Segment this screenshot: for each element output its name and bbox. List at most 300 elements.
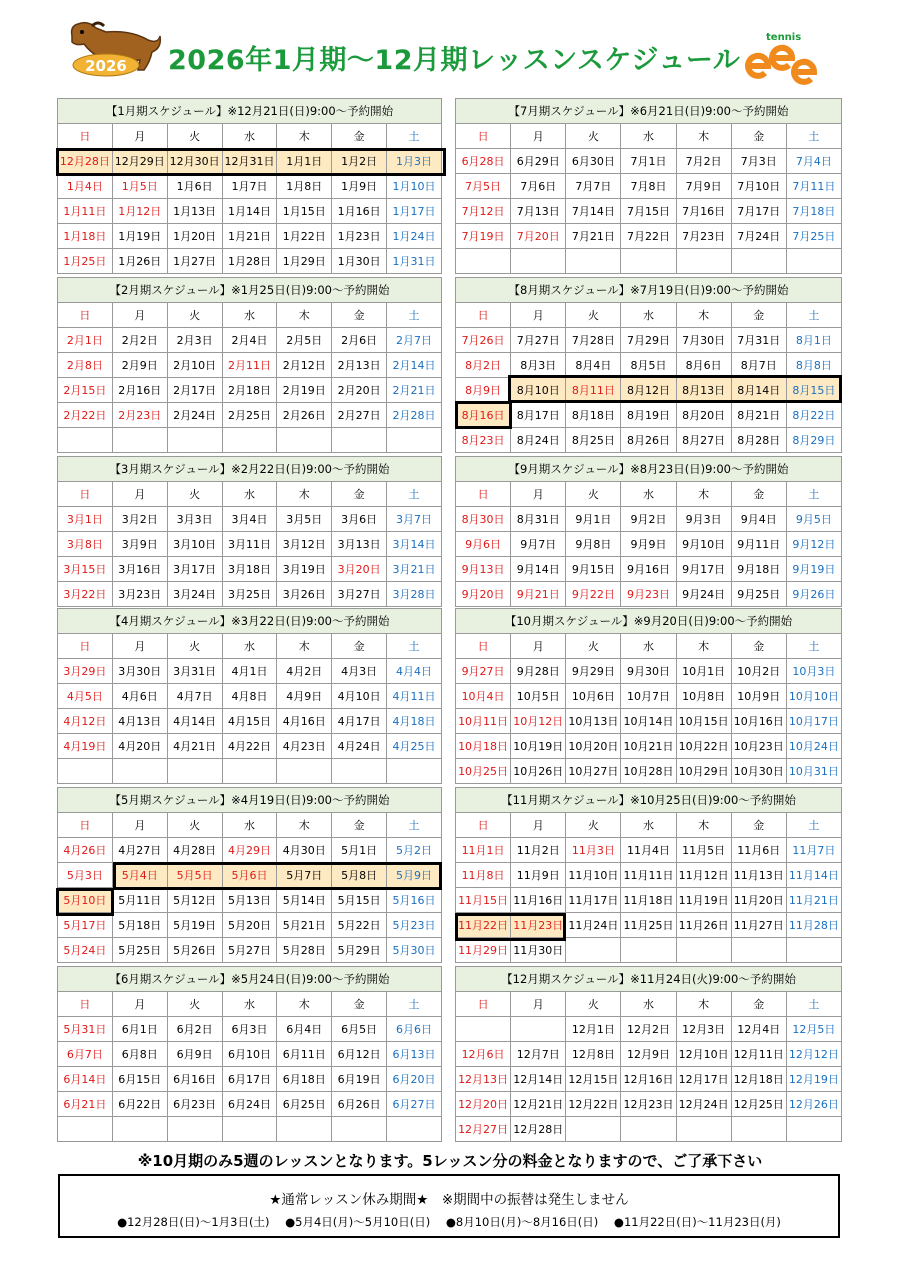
date-cell: 7月12日 bbox=[456, 199, 511, 224]
date-cell: 12月21日 bbox=[511, 1092, 566, 1117]
date-cell: 9月26日 bbox=[786, 582, 841, 607]
date-cell: 5月14日 bbox=[277, 888, 332, 913]
date-cell: 10月28日 bbox=[621, 759, 676, 784]
weekday-header: 水 bbox=[621, 992, 676, 1017]
weekday-header: 月 bbox=[511, 992, 566, 1017]
date-cell: 9月5日 bbox=[786, 507, 841, 532]
date-cell: 4月2日 bbox=[277, 659, 332, 684]
date-cell: 4月13日 bbox=[112, 709, 167, 734]
month-table bbox=[455, 98, 842, 274]
week-row bbox=[456, 838, 842, 863]
date-cell: 12月14日 bbox=[511, 1067, 566, 1092]
week-row bbox=[58, 353, 442, 378]
holiday-box-title: ★通常レッスン休み期間★ ※期間中の振替は発生しません bbox=[269, 1192, 629, 1208]
month-calendar bbox=[57, 277, 442, 453]
date-cell bbox=[58, 1117, 113, 1142]
date-cell: 9月27日 bbox=[456, 659, 511, 684]
date-cell: 7月27日 bbox=[511, 328, 566, 353]
date-cell: 1月17日 bbox=[387, 199, 442, 224]
week-row bbox=[58, 1117, 442, 1142]
week-row bbox=[58, 328, 442, 353]
month-title: 【6月期スケジュール】※5月24日(日)9:00～予約開始 bbox=[58, 967, 442, 992]
date-cell: 1月9日 bbox=[332, 174, 387, 199]
date-cell: 9月22日 bbox=[566, 582, 621, 607]
weekday-header: 日 bbox=[58, 124, 113, 149]
date-cell: 9月11日 bbox=[731, 532, 786, 557]
month-calendar bbox=[57, 456, 442, 607]
month-title: 【2月期スケジュール】※1月25日(日)9:00～予約開始 bbox=[58, 278, 442, 303]
date-cell: 4月27日 bbox=[112, 838, 167, 863]
weekday-header: 火 bbox=[167, 813, 222, 838]
week-row bbox=[456, 428, 842, 453]
date-cell: 9月7日 bbox=[511, 532, 566, 557]
date-cell: 9月16日 bbox=[621, 557, 676, 582]
date-cell: 3月24日 bbox=[167, 582, 222, 607]
date-cell: 8月18日 bbox=[566, 403, 621, 428]
date-cell bbox=[566, 249, 621, 274]
date-cell: 6月11日 bbox=[277, 1042, 332, 1067]
date-cell: 4月30日 bbox=[277, 838, 332, 863]
date-cell: 3月27日 bbox=[332, 582, 387, 607]
date-cell: 11月11日 bbox=[621, 863, 676, 888]
date-cell bbox=[621, 1117, 676, 1142]
date-cell: 8月11日 bbox=[566, 378, 621, 403]
date-cell: 2月10日 bbox=[167, 353, 222, 378]
weekday-header: 水 bbox=[621, 303, 676, 328]
date-cell: 5月19日 bbox=[167, 913, 222, 938]
page-title: 2026年1月期～12月期レッスンスケジュール bbox=[168, 45, 741, 76]
date-cell: 6月6日 bbox=[387, 1017, 442, 1042]
date-cell bbox=[566, 1117, 621, 1142]
weekday-header: 火 bbox=[566, 124, 621, 149]
date-cell: 1月30日 bbox=[332, 249, 387, 274]
weekday-header: 日 bbox=[456, 482, 511, 507]
date-cell: 5月27日 bbox=[222, 938, 277, 963]
date-cell: 4月1日 bbox=[222, 659, 277, 684]
date-cell: 1月24日 bbox=[387, 224, 442, 249]
date-cell: 2月21日 bbox=[387, 378, 442, 403]
date-cell: 9月24日 bbox=[676, 582, 731, 607]
date-cell: 7月15日 bbox=[621, 199, 676, 224]
date-cell: 6月29日 bbox=[511, 149, 566, 174]
date-cell: 6月22日 bbox=[112, 1092, 167, 1117]
date-cell: 12月22日 bbox=[566, 1092, 621, 1117]
date-cell: 8月31日 bbox=[511, 507, 566, 532]
date-cell: 11月15日 bbox=[456, 888, 511, 913]
date-cell bbox=[167, 1117, 222, 1142]
date-cell: 8月20日 bbox=[676, 403, 731, 428]
weekday-header: 月 bbox=[511, 634, 566, 659]
date-cell: 6月20日 bbox=[387, 1067, 442, 1092]
date-cell: 1月11日 bbox=[58, 199, 113, 224]
date-cell: 2月27日 bbox=[332, 403, 387, 428]
date-cell: 6月2日 bbox=[167, 1017, 222, 1042]
date-cell: 4月22日 bbox=[222, 734, 277, 759]
date-cell: 11月2日 bbox=[511, 838, 566, 863]
week-row bbox=[456, 403, 842, 428]
month-calendar bbox=[57, 98, 442, 274]
week-row bbox=[456, 149, 842, 174]
date-cell: 6月10日 bbox=[222, 1042, 277, 1067]
date-cell: 10月23日 bbox=[731, 734, 786, 759]
month-calendar bbox=[455, 966, 842, 1142]
date-cell: 12月16日 bbox=[621, 1067, 676, 1092]
date-cell: 8月9日 bbox=[456, 378, 511, 403]
date-cell bbox=[112, 759, 167, 784]
date-cell: 12月15日 bbox=[566, 1067, 621, 1092]
date-cell: 10月21日 bbox=[621, 734, 676, 759]
date-cell: 1月27日 bbox=[167, 249, 222, 274]
date-cell: 4月3日 bbox=[332, 659, 387, 684]
weekday-header: 木 bbox=[676, 303, 731, 328]
date-cell: 9月30日 bbox=[621, 659, 676, 684]
date-cell: 6月25日 bbox=[277, 1092, 332, 1117]
date-cell: 8月3日 bbox=[511, 353, 566, 378]
weekday-header: 土 bbox=[786, 992, 841, 1017]
date-cell: 5月10日 bbox=[58, 888, 113, 913]
week-row bbox=[456, 1042, 842, 1067]
weekday-header: 水 bbox=[222, 124, 277, 149]
date-cell: 12月30日 bbox=[167, 149, 222, 174]
date-cell: 4月23日 bbox=[277, 734, 332, 759]
date-cell: 9月25日 bbox=[731, 582, 786, 607]
date-cell: 4月28日 bbox=[167, 838, 222, 863]
date-cell: 3月7日 bbox=[387, 507, 442, 532]
tennis-logo-icon bbox=[744, 28, 828, 90]
date-cell: 4月16日 bbox=[277, 709, 332, 734]
date-cell bbox=[167, 759, 222, 784]
date-cell: 2月23日 bbox=[112, 403, 167, 428]
date-cell: 9月19日 bbox=[786, 557, 841, 582]
date-cell: 5月31日 bbox=[58, 1017, 113, 1042]
date-cell: 11月22日 bbox=[456, 913, 511, 938]
date-cell: 4月12日 bbox=[58, 709, 113, 734]
date-cell: 6月24日 bbox=[222, 1092, 277, 1117]
date-cell: 10月3日 bbox=[786, 659, 841, 684]
date-cell: 9月14日 bbox=[511, 557, 566, 582]
year-badge: 2026 bbox=[85, 57, 127, 75]
weekday-header: 木 bbox=[277, 124, 332, 149]
weekday-header: 金 bbox=[332, 634, 387, 659]
date-cell: 11月1日 bbox=[456, 838, 511, 863]
week-row bbox=[456, 1117, 842, 1142]
date-cell: 1月18日 bbox=[58, 224, 113, 249]
date-cell: 1月31日 bbox=[387, 249, 442, 274]
weekday-header: 土 bbox=[786, 303, 841, 328]
date-cell: 9月3日 bbox=[676, 507, 731, 532]
date-cell: 7月21日 bbox=[566, 224, 621, 249]
date-cell: 7月5日 bbox=[456, 174, 511, 199]
date-cell: 12月11日 bbox=[731, 1042, 786, 1067]
weekday-header: 金 bbox=[332, 482, 387, 507]
week-row bbox=[58, 938, 442, 963]
date-cell: 1月21日 bbox=[222, 224, 277, 249]
date-cell: 12月10日 bbox=[676, 1042, 731, 1067]
date-cell: 5月13日 bbox=[222, 888, 277, 913]
weekday-header: 土 bbox=[387, 992, 442, 1017]
date-cell bbox=[731, 938, 786, 963]
date-cell: 5月22日 bbox=[332, 913, 387, 938]
month-calendar bbox=[57, 787, 442, 963]
date-cell: 8月6日 bbox=[676, 353, 731, 378]
date-cell: 3月23日 bbox=[112, 582, 167, 607]
date-cell: 5月12日 bbox=[167, 888, 222, 913]
date-cell: 12月2日 bbox=[621, 1017, 676, 1042]
holiday-period: ●11月22日(日)～11月23日(月) bbox=[613, 1215, 781, 1229]
date-cell: 3月21日 bbox=[387, 557, 442, 582]
date-cell: 3月26日 bbox=[277, 582, 332, 607]
date-cell bbox=[676, 1117, 731, 1142]
date-cell: 2月25日 bbox=[222, 403, 277, 428]
date-cell: 2月28日 bbox=[387, 403, 442, 428]
date-cell: 6月30日 bbox=[566, 149, 621, 174]
date-cell: 2月19日 bbox=[277, 378, 332, 403]
date-cell: 8月23日 bbox=[456, 428, 511, 453]
weekday-header: 月 bbox=[511, 303, 566, 328]
date-cell: 11月14日 bbox=[786, 863, 841, 888]
holiday-period-list bbox=[60, 1214, 838, 1230]
week-row bbox=[58, 428, 442, 453]
date-cell: 9月2日 bbox=[621, 507, 676, 532]
date-cell: 6月23日 bbox=[167, 1092, 222, 1117]
weekday-header: 日 bbox=[58, 634, 113, 659]
date-cell: 6月18日 bbox=[277, 1067, 332, 1092]
weekday-header: 金 bbox=[731, 634, 786, 659]
date-cell: 2月16日 bbox=[112, 378, 167, 403]
date-cell: 8月28日 bbox=[731, 428, 786, 453]
weekday-header: 土 bbox=[786, 124, 841, 149]
month-table bbox=[57, 277, 442, 453]
date-cell: 10月31日 bbox=[786, 759, 841, 784]
weekday-header: 水 bbox=[621, 124, 676, 149]
date-cell: 4月18日 bbox=[387, 709, 442, 734]
date-cell: 7月24日 bbox=[731, 224, 786, 249]
date-cell: 7月26日 bbox=[456, 328, 511, 353]
date-cell: 7月28日 bbox=[566, 328, 621, 353]
week-row bbox=[58, 199, 442, 224]
date-cell: 1月3日 bbox=[387, 149, 442, 174]
date-cell bbox=[676, 938, 731, 963]
date-cell: 9月18日 bbox=[731, 557, 786, 582]
weekday-header: 日 bbox=[456, 303, 511, 328]
date-cell: 8月2日 bbox=[456, 353, 511, 378]
date-cell: 11月16日 bbox=[511, 888, 566, 913]
date-cell: 12月5日 bbox=[786, 1017, 841, 1042]
week-row bbox=[58, 913, 442, 938]
weekday-header: 月 bbox=[511, 482, 566, 507]
date-cell: 10月26日 bbox=[511, 759, 566, 784]
date-cell: 4月21日 bbox=[167, 734, 222, 759]
holiday-period: ●12月28日(日)～1月3日(土) bbox=[117, 1215, 270, 1229]
date-cell: 7月20日 bbox=[511, 224, 566, 249]
weekday-header: 水 bbox=[621, 482, 676, 507]
week-row bbox=[456, 249, 842, 274]
date-cell: 9月6日 bbox=[456, 532, 511, 557]
weekday-header: 木 bbox=[676, 813, 731, 838]
date-cell: 11月6日 bbox=[731, 838, 786, 863]
date-cell: 11月24日 bbox=[566, 913, 621, 938]
holiday-period-box bbox=[58, 1174, 840, 1238]
date-cell: 2月5日 bbox=[277, 328, 332, 353]
week-row bbox=[456, 532, 842, 557]
weekday-header: 日 bbox=[58, 482, 113, 507]
date-cell: 3月3日 bbox=[167, 507, 222, 532]
week-row bbox=[456, 888, 842, 913]
weekday-header: 月 bbox=[112, 813, 167, 838]
weekday-header: 木 bbox=[676, 124, 731, 149]
date-cell: 9月20日 bbox=[456, 582, 511, 607]
date-cell: 1月13日 bbox=[167, 199, 222, 224]
date-cell: 10月14日 bbox=[621, 709, 676, 734]
date-cell: 7月22日 bbox=[621, 224, 676, 249]
weekday-header: 火 bbox=[566, 482, 621, 507]
date-cell: 1月1日 bbox=[277, 149, 332, 174]
date-cell bbox=[222, 1117, 277, 1142]
date-cell: 9月1日 bbox=[566, 507, 621, 532]
week-row bbox=[58, 224, 442, 249]
date-cell bbox=[58, 759, 113, 784]
date-cell: 3月9日 bbox=[112, 532, 167, 557]
week-row bbox=[456, 913, 842, 938]
date-cell: 9月13日 bbox=[456, 557, 511, 582]
weekday-header: 火 bbox=[167, 303, 222, 328]
date-cell: 7月29日 bbox=[621, 328, 676, 353]
date-cell: 6月16日 bbox=[167, 1067, 222, 1092]
date-cell: 10月15日 bbox=[676, 709, 731, 734]
date-cell: 8月21日 bbox=[731, 403, 786, 428]
date-cell: 11月19日 bbox=[676, 888, 731, 913]
date-cell: 2月4日 bbox=[222, 328, 277, 353]
month-table bbox=[455, 966, 842, 1142]
date-cell: 3月31日 bbox=[167, 659, 222, 684]
weekday-header: 日 bbox=[456, 124, 511, 149]
date-cell: 1月22日 bbox=[277, 224, 332, 249]
date-cell: 1月20日 bbox=[167, 224, 222, 249]
date-cell: 2月6日 bbox=[332, 328, 387, 353]
date-cell: 9月15日 bbox=[566, 557, 621, 582]
date-cell: 12月9日 bbox=[621, 1042, 676, 1067]
date-cell: 8月30日 bbox=[456, 507, 511, 532]
weekday-header: 木 bbox=[277, 813, 332, 838]
date-cell bbox=[786, 249, 841, 274]
weekday-header: 金 bbox=[731, 813, 786, 838]
date-cell: 7月31日 bbox=[731, 328, 786, 353]
date-cell: 1月25日 bbox=[58, 249, 113, 274]
date-cell: 12月12日 bbox=[786, 1042, 841, 1067]
date-cell: 7月3日 bbox=[731, 149, 786, 174]
date-cell bbox=[332, 759, 387, 784]
weekday-header: 金 bbox=[332, 124, 387, 149]
date-cell: 6月26日 bbox=[332, 1092, 387, 1117]
date-cell: 5月24日 bbox=[58, 938, 113, 963]
date-cell: 4月4日 bbox=[387, 659, 442, 684]
weekday-header: 月 bbox=[112, 124, 167, 149]
date-cell: 2月13日 bbox=[332, 353, 387, 378]
date-cell: 10月9日 bbox=[731, 684, 786, 709]
date-cell: 10月12日 bbox=[511, 709, 566, 734]
date-cell: 8月26日 bbox=[621, 428, 676, 453]
date-cell: 12月26日 bbox=[786, 1092, 841, 1117]
date-cell: 4月20日 bbox=[112, 734, 167, 759]
week-row bbox=[58, 532, 442, 557]
week-row bbox=[58, 249, 442, 274]
date-cell: 8月4日 bbox=[566, 353, 621, 378]
date-cell: 10月24日 bbox=[786, 734, 841, 759]
date-cell: 7月17日 bbox=[731, 199, 786, 224]
date-cell: 11月23日 bbox=[511, 913, 566, 938]
date-cell: 11月13日 bbox=[731, 863, 786, 888]
date-cell: 4月11日 bbox=[387, 684, 442, 709]
date-cell: 7月23日 bbox=[676, 224, 731, 249]
date-cell: 8月10日 bbox=[511, 378, 566, 403]
week-row bbox=[58, 582, 442, 607]
date-cell: 3月12日 bbox=[277, 532, 332, 557]
date-cell: 11月27日 bbox=[731, 913, 786, 938]
date-cell: 12月13日 bbox=[456, 1067, 511, 1092]
date-cell: 3月19日 bbox=[277, 557, 332, 582]
date-cell bbox=[387, 1117, 442, 1142]
date-cell: 6月9日 bbox=[167, 1042, 222, 1067]
weekday-header: 土 bbox=[786, 482, 841, 507]
date-cell: 7月18日 bbox=[786, 199, 841, 224]
date-cell: 2月12日 bbox=[277, 353, 332, 378]
month-table bbox=[455, 456, 842, 607]
date-cell: 10月5日 bbox=[511, 684, 566, 709]
date-cell: 10月29日 bbox=[676, 759, 731, 784]
date-cell: 12月1日 bbox=[566, 1017, 621, 1042]
date-cell: 4月29日 bbox=[222, 838, 277, 863]
date-cell: 8月17日 bbox=[511, 403, 566, 428]
weekday-header: 金 bbox=[731, 482, 786, 507]
month-table bbox=[57, 787, 442, 963]
date-cell: 8月25日 bbox=[566, 428, 621, 453]
date-cell: 2月22日 bbox=[58, 403, 113, 428]
month-table bbox=[455, 787, 842, 963]
month-calendar bbox=[455, 98, 842, 274]
weekday-header: 火 bbox=[167, 634, 222, 659]
date-cell: 12月25日 bbox=[731, 1092, 786, 1117]
weekday-header: 金 bbox=[731, 303, 786, 328]
date-cell: 9月9日 bbox=[621, 532, 676, 557]
date-cell bbox=[786, 938, 841, 963]
weekday-header: 木 bbox=[676, 992, 731, 1017]
date-cell: 9月8日 bbox=[566, 532, 621, 557]
month-table bbox=[57, 98, 442, 274]
date-cell: 2月1日 bbox=[58, 328, 113, 353]
date-cell: 2月15日 bbox=[58, 378, 113, 403]
month-title: 【4月期スケジュール】※3月22日(日)9:00～予約開始 bbox=[58, 609, 442, 634]
date-cell: 1月15日 bbox=[277, 199, 332, 224]
date-cell: 6月14日 bbox=[58, 1067, 113, 1092]
date-cell bbox=[222, 759, 277, 784]
date-cell bbox=[112, 1117, 167, 1142]
weekday-header: 水 bbox=[222, 303, 277, 328]
date-cell: 5月26日 bbox=[167, 938, 222, 963]
date-cell: 11月12日 bbox=[676, 863, 731, 888]
date-cell: 10月20日 bbox=[566, 734, 621, 759]
week-row bbox=[456, 1067, 842, 1092]
date-cell: 3月25日 bbox=[222, 582, 277, 607]
date-cell: 6月13日 bbox=[387, 1042, 442, 1067]
date-cell: 9月23日 bbox=[621, 582, 676, 607]
date-cell: 8月13日 bbox=[676, 378, 731, 403]
date-cell: 10月30日 bbox=[731, 759, 786, 784]
date-cell: 2月2日 bbox=[112, 328, 167, 353]
date-cell: 3月30日 bbox=[112, 659, 167, 684]
date-cell: 5月20日 bbox=[222, 913, 277, 938]
date-cell: 2月14日 bbox=[387, 353, 442, 378]
weekday-header: 木 bbox=[676, 634, 731, 659]
